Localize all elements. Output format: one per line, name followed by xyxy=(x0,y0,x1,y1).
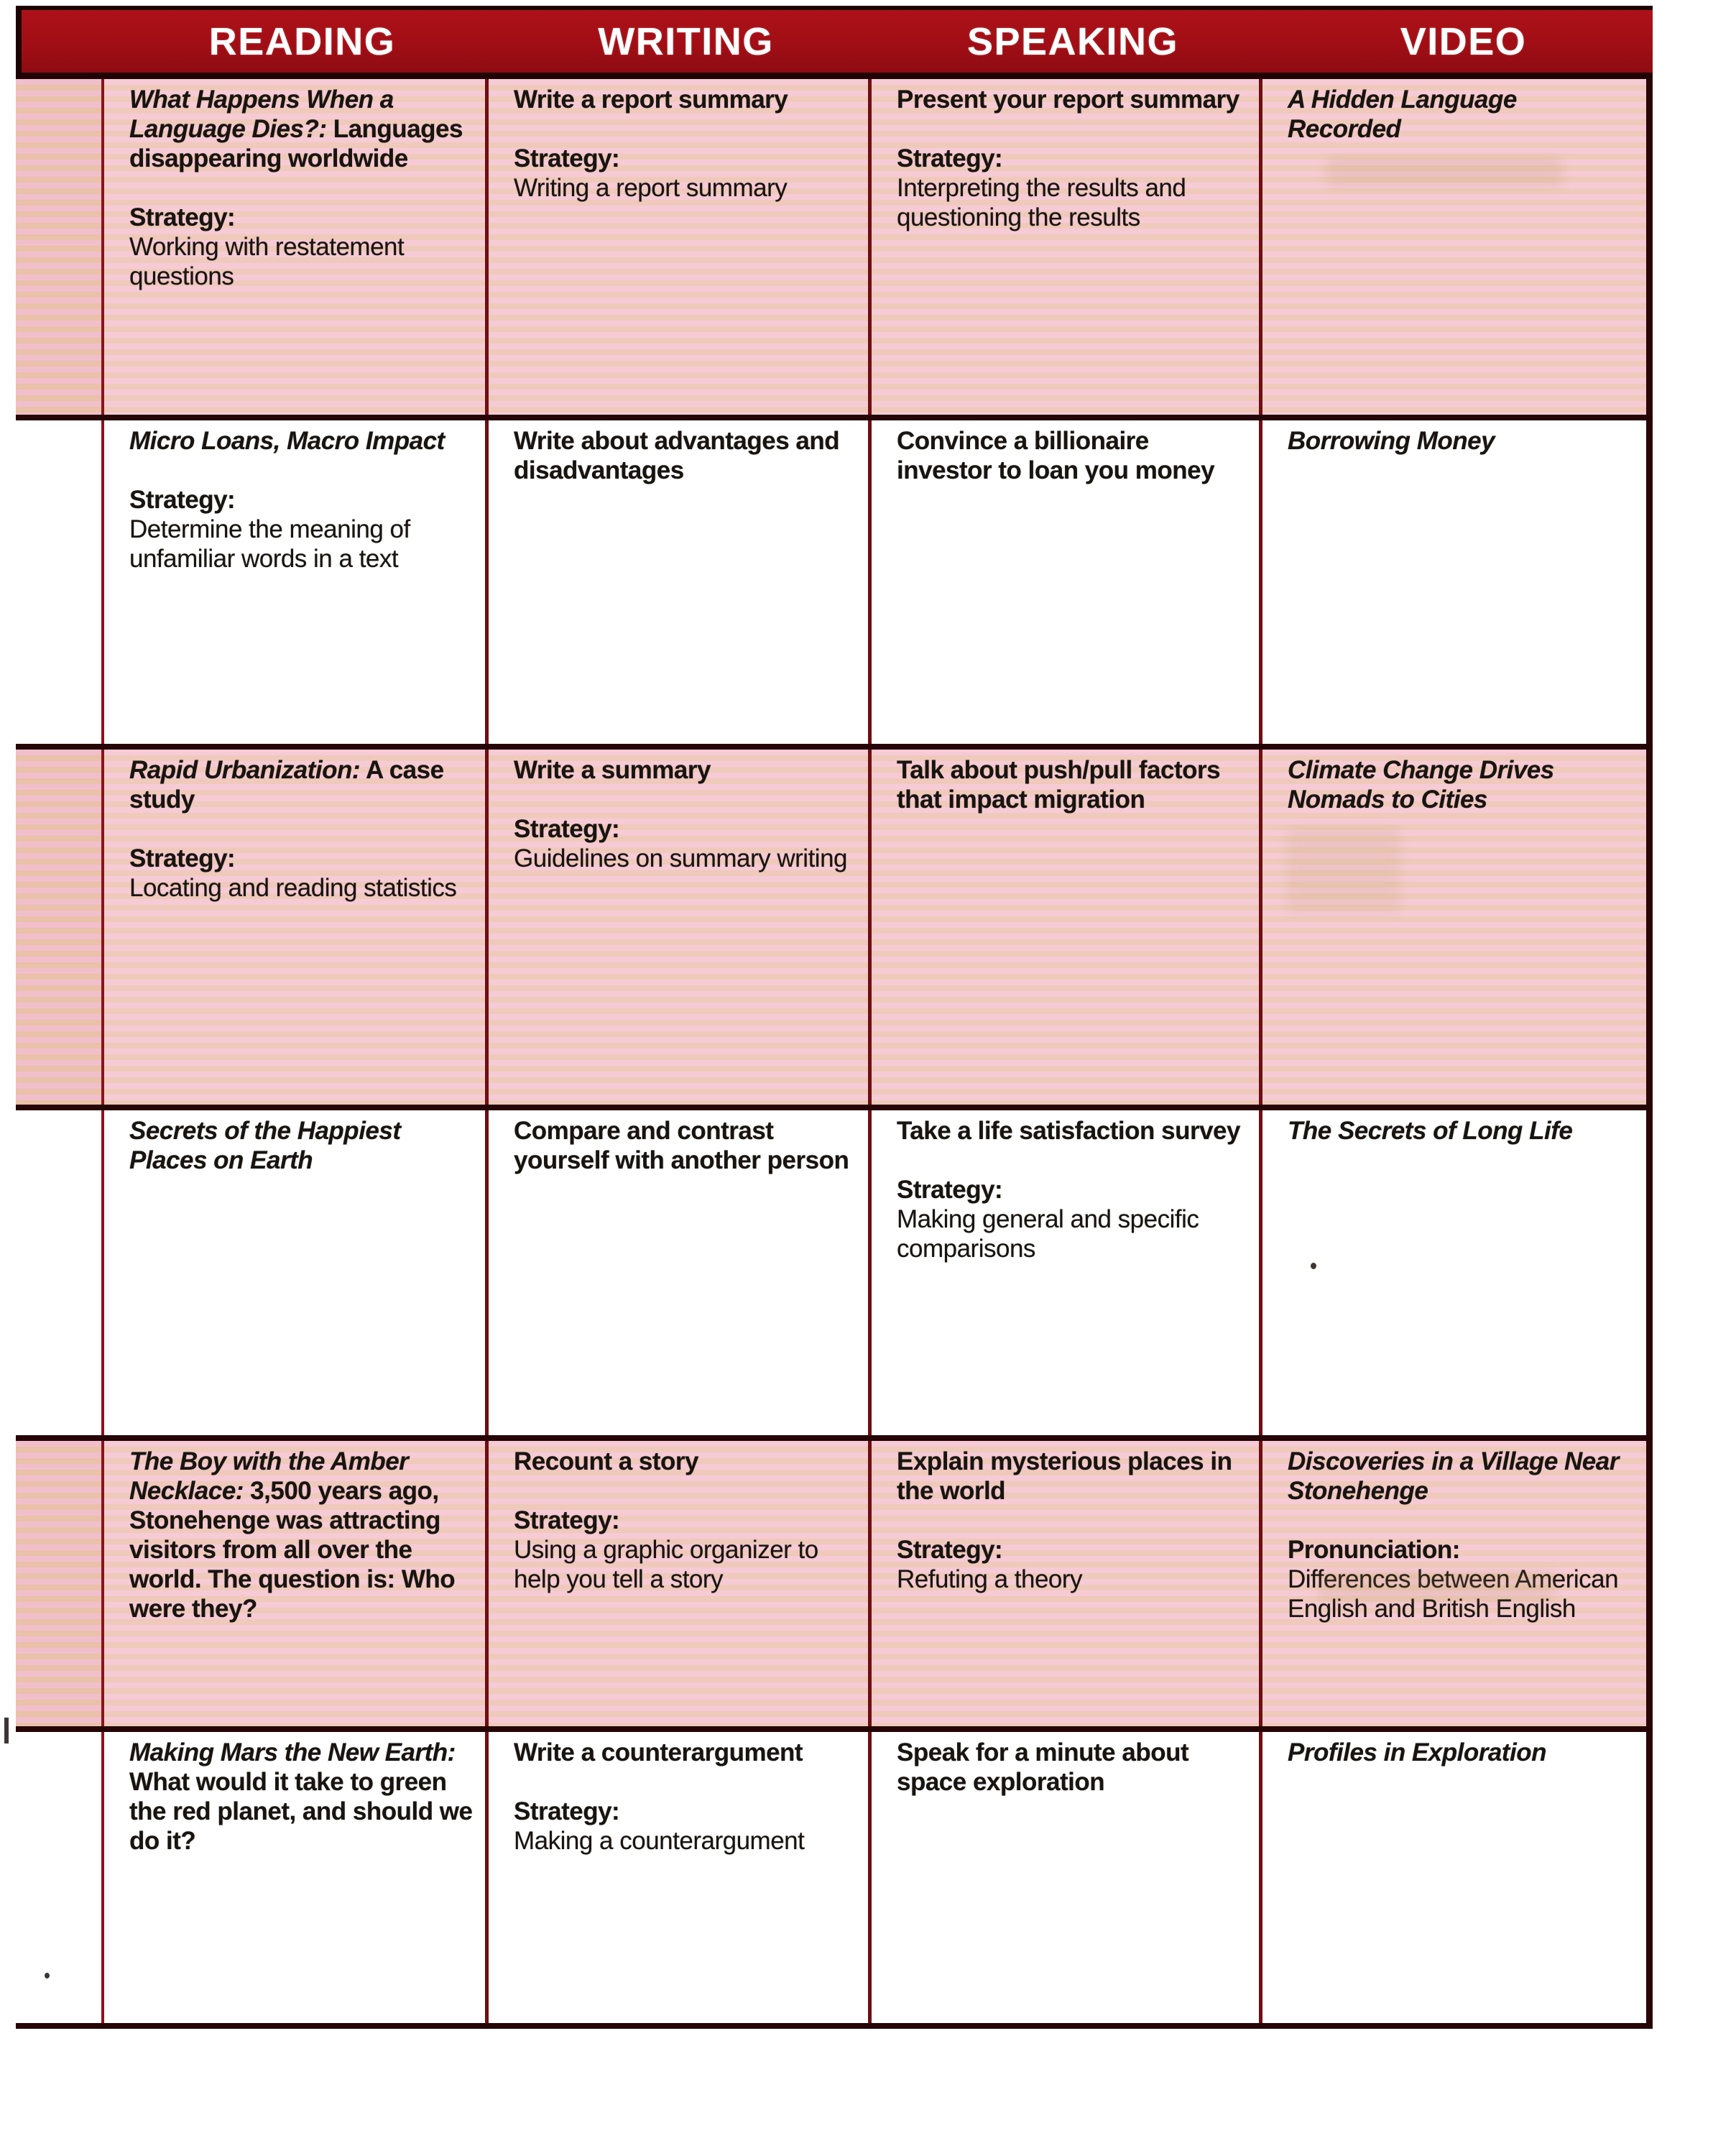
writing-task: Write a counterargument xyxy=(514,1738,803,1766)
writing-task: Recount a story xyxy=(514,1447,698,1475)
video-cell xyxy=(1262,79,1653,415)
title-italic: A Hidden Language Recorded xyxy=(1288,86,1517,143)
writing-strategy xyxy=(514,1506,858,1594)
speaking-cell xyxy=(872,1732,1262,2023)
title-italic: Profiles in Exploration xyxy=(1288,1738,1546,1766)
header-spacer xyxy=(22,10,110,73)
strategy-text: Determine the meaning of unfamiliar words in a text xyxy=(129,515,410,573)
reading-strategy xyxy=(129,203,475,291)
title-rest: What would it take to green the red planet, and should we do it? xyxy=(129,1768,473,1855)
speaking-cell xyxy=(872,79,1262,415)
speaking-strategy xyxy=(897,144,1249,232)
video-cell xyxy=(1262,1732,1653,2023)
ink-speck xyxy=(45,1973,50,1978)
strategy-text: Guidelines on summary writing xyxy=(514,844,848,872)
title-italic: What Happens When a Language Dies?: xyxy=(129,86,394,143)
reading-cell xyxy=(104,1732,489,2023)
unit-strip xyxy=(16,1441,104,1726)
title-italic: Making Mars the New Earth: xyxy=(129,1738,456,1766)
print-bleed-artifact xyxy=(1326,157,1563,187)
strategy-text: Refuting a theory xyxy=(897,1565,1083,1593)
video-title xyxy=(1288,426,1636,456)
title-rest: Languages disappearing worldwide xyxy=(129,115,463,172)
strategy-label: Strategy: xyxy=(897,1536,1003,1564)
table-row xyxy=(16,750,1653,1110)
table-row xyxy=(16,1110,1653,1441)
video-title xyxy=(1288,755,1636,814)
reading-cell xyxy=(104,1441,489,1726)
title-rest: 3,500 years ago, Stonehenge was attracting visitors from all over the world. The question is: Who were they? xyxy=(129,1477,456,1623)
strategy-label: Strategy: xyxy=(514,144,620,172)
reading-title xyxy=(129,426,475,456)
speaking-cell xyxy=(872,1441,1262,1726)
video-title xyxy=(1288,1738,1636,1767)
video-title xyxy=(1288,85,1636,144)
writing-cell xyxy=(489,1732,872,2023)
reading-cell xyxy=(104,420,489,744)
video-title xyxy=(1288,1447,1636,1506)
title-italic: The Secrets of Long Life xyxy=(1288,1117,1573,1145)
video-cell xyxy=(1262,1110,1653,1435)
speaking-task: Convince a billionaire investor to loan you money xyxy=(897,427,1215,484)
speaking-task: Explain mysterious places in the world xyxy=(897,1447,1232,1505)
writing-cell xyxy=(489,420,872,744)
speaking-task: Talk about push/pull factors that impact migration xyxy=(897,756,1221,814)
writing-task: Write a summary xyxy=(514,756,711,784)
strategy-text: Using a graphic organizer to help you tell a story xyxy=(514,1536,818,1593)
speaking-task: Present your report summary xyxy=(897,86,1239,114)
pronunciation-text: Differences between American English and British English xyxy=(1288,1565,1619,1623)
strategy-text: Locating and reading statistics xyxy=(129,874,457,902)
reading-strategy xyxy=(129,485,475,573)
pronunciation-label: Pronunciation: xyxy=(1288,1536,1460,1564)
title-italic: Borrowing Money xyxy=(1288,427,1495,455)
header-writing: WRITING xyxy=(598,19,774,63)
strategy-label: Strategy: xyxy=(129,844,236,872)
writing-task: Write a report summary xyxy=(514,86,788,114)
title-italic: The Boy with the Amber Necklace: xyxy=(129,1447,409,1505)
reading-title xyxy=(129,1447,475,1623)
writing-cell xyxy=(489,79,872,415)
writing-strategy xyxy=(514,1797,858,1856)
header-reading: READING xyxy=(208,19,396,63)
title-italic: Climate Change Drives Nomads to Cities xyxy=(1288,756,1554,814)
writing-strategy xyxy=(514,814,858,873)
speaking-strategy xyxy=(897,1535,1249,1594)
reading-title xyxy=(129,755,475,814)
writing-cell xyxy=(489,1110,872,1435)
speaking-task: Take a life satisfaction survey xyxy=(897,1117,1240,1145)
unit-strip xyxy=(16,79,104,415)
strategy-text: Working with restatement questions xyxy=(129,233,405,290)
header-video: VIDEO xyxy=(1400,19,1527,63)
unit-strip xyxy=(16,1110,104,1435)
strategy-label: Strategy: xyxy=(514,815,620,843)
header-speaking: SPEAKING xyxy=(966,19,1179,63)
title-italic: Discoveries in a Village Near Stonehenge xyxy=(1288,1447,1619,1505)
video-cell xyxy=(1262,420,1653,744)
strategy-text: Interpreting the results and questioning the results xyxy=(897,174,1186,231)
unit-strip xyxy=(16,1732,104,2023)
strategy-label: Strategy: xyxy=(129,486,236,514)
strategy-label: Strategy: xyxy=(897,1176,1003,1204)
speaking-cell xyxy=(872,1110,1262,1435)
unit-strip xyxy=(16,420,104,744)
speaking-cell xyxy=(872,420,1262,744)
video-cell xyxy=(1262,750,1653,1105)
reading-cell xyxy=(104,750,489,1105)
reading-cell xyxy=(104,79,489,415)
margin-tick xyxy=(4,1718,9,1743)
reading-title xyxy=(129,1738,475,1856)
writing-strategy xyxy=(514,144,858,203)
table-row xyxy=(16,1732,1653,2029)
writing-task: Write about advantages and disadvantages xyxy=(514,427,840,484)
strategy-label: Strategy: xyxy=(514,1797,620,1825)
print-bleed-artifact xyxy=(1286,826,1401,913)
title-italic: Micro Loans, Macro Impact xyxy=(129,427,445,455)
reading-strategy xyxy=(129,844,475,903)
title-italic: Secrets of the Happiest Places on Earth xyxy=(129,1117,401,1174)
strategy-label: Strategy: xyxy=(129,203,236,231)
speaking-task: Speak for a minute about space exploration xyxy=(897,1738,1189,1796)
reading-cell xyxy=(104,1110,489,1435)
writing-cell xyxy=(489,750,872,1105)
header-row xyxy=(16,6,1653,79)
video-title xyxy=(1288,1116,1636,1146)
reading-title xyxy=(129,1116,475,1175)
speaking-strategy xyxy=(897,1175,1249,1263)
title-italic: Rapid Urbanization: xyxy=(129,756,361,784)
ink-speck xyxy=(1311,1263,1316,1269)
strategy-label: Strategy: xyxy=(514,1506,620,1534)
speaking-cell xyxy=(872,750,1262,1105)
strategy-text: Making general and specific comparisons xyxy=(897,1205,1199,1263)
strategy-label: Strategy: xyxy=(897,144,1003,172)
reading-title xyxy=(129,85,475,173)
strategy-text: Making a counterargument xyxy=(514,1827,805,1855)
writing-cell xyxy=(489,1441,872,1726)
writing-task: Compare and contrast yourself with another person xyxy=(514,1117,849,1174)
unit-strip xyxy=(16,750,104,1105)
table-row xyxy=(16,420,1653,750)
scope-sequence-table xyxy=(16,6,1653,2029)
strategy-text: Writing a report summary xyxy=(514,174,788,202)
table-row xyxy=(16,79,1653,420)
title-rest: A case study xyxy=(129,756,444,814)
print-bleed-artifact xyxy=(1319,1570,1556,1602)
